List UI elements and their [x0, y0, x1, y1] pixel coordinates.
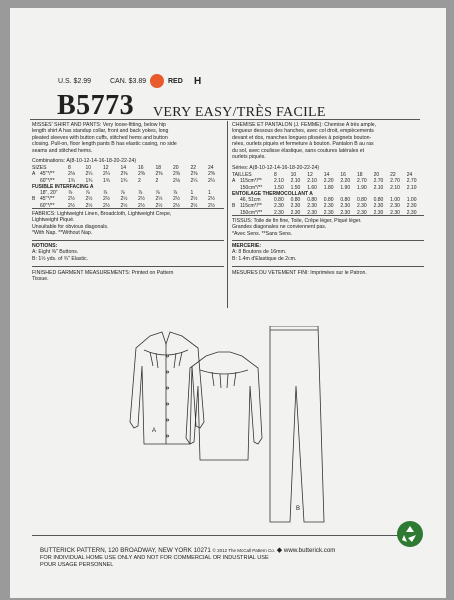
table-cell: 2.30	[390, 209, 400, 216]
interfacing-title: FUSIBLE INTERFACING A	[32, 183, 94, 190]
footer-line-2: FOR INDIVIDUAL HOME USE ONLY AND NOT FOR COMMERCIAL OR INDUSTRIAL USE	[40, 555, 269, 561]
fabric-width: 60"*/**	[40, 202, 55, 209]
fabrics-line: TISSUS: Toile de fin fine, Toile, Crêpe léger, Piqué léger.	[232, 218, 362, 224]
table-cell: 2¼	[208, 177, 215, 184]
table-cell: 2⅜	[173, 171, 180, 178]
interfacing-title: ENTOILAGE THERMOCOLLANT A	[232, 190, 313, 197]
table-cell: 2	[138, 177, 141, 184]
table-cell: 2½	[190, 202, 198, 209]
table-cell: 2½	[85, 196, 93, 203]
size-cell: 10	[85, 165, 92, 171]
table-cell: 2.30	[307, 203, 317, 210]
table-cell: 2½	[138, 196, 145, 203]
table-cell: 2	[155, 177, 159, 184]
table-cell: 2⅛	[68, 171, 75, 178]
table-cell: ⅞	[155, 190, 160, 197]
notions-line: B: 1½ yds. of ¾" Elastic.	[32, 255, 89, 262]
size-cell: 12	[307, 172, 313, 178]
difficulty: VERY EASY/TRÈS FACILE	[153, 105, 326, 120]
table-cell: 1.00	[390, 197, 400, 204]
header-rule	[30, 119, 420, 120]
table-cell: 2.30	[340, 209, 351, 216]
table-cell: 2.30	[406, 203, 417, 210]
illustration-label-b: B	[296, 506, 301, 512]
table-cell: 1.50	[274, 184, 284, 191]
fabric-width: 46, 51cm	[240, 197, 261, 204]
table-cell: 2.30	[323, 203, 334, 210]
diamond-icon: ◆	[276, 547, 283, 554]
shirt-back-drawing	[186, 352, 262, 460]
finished-line: Tissue.	[32, 276, 49, 283]
fabric-width: 150cm*/**	[240, 209, 263, 216]
size-cell: 22	[190, 165, 197, 171]
table-cell: 0.80	[274, 197, 284, 204]
table-cell: 1.50	[290, 184, 301, 191]
table-cell: 1¾	[120, 177, 128, 184]
size-cell: 18	[155, 165, 162, 171]
fabrics-fr	[232, 218, 427, 237]
size-cell: 8	[68, 165, 71, 171]
description-line: seams and stitched hems.	[32, 147, 93, 154]
table-cell: 2½	[120, 202, 128, 209]
sizes-label: TAILLES	[232, 172, 252, 178]
fabrics-line: FABRICS: Lightweight Linen, Broadcloth, Lightweight Crepe,	[32, 211, 172, 217]
description-line: CHEMISE ET PANTALON (J. FEMME): Chemise A très ample,	[232, 122, 377, 128]
sizes-label: SIZES	[32, 165, 47, 171]
price-us: U.S. $2.99	[58, 78, 92, 85]
table-cell: 2⅜	[120, 171, 128, 178]
pattern-envelope-back	[10, 8, 446, 598]
notions-line: A: 8 Boutons de 16mm.	[232, 249, 287, 256]
rule	[32, 266, 224, 267]
table-cell: 2½	[155, 202, 163, 209]
table-cell: 2.10	[390, 184, 400, 191]
table-cell: 0.80	[340, 197, 351, 204]
illustration-label-a: A	[152, 428, 157, 434]
description-line: longueur dessous des hanches, avec col droit, empiècements	[232, 128, 374, 135]
table-cell: 2¼	[190, 177, 198, 184]
description-line: ourlets piqués.	[232, 154, 266, 161]
fabrics-line: *With Nap. **Without Nap.	[32, 230, 93, 237]
footer-copyright: © 2012 The McCall Pattern Co.	[212, 548, 276, 553]
table-cell: 2.30	[373, 203, 384, 210]
table-cell: 2.30	[323, 209, 334, 216]
table-cell: 2½	[68, 196, 75, 203]
fabric-width: 45"*/**	[40, 196, 55, 203]
table-cell: 2.10	[290, 178, 301, 185]
footer-line-3: POUR USAGE PERSONNEL	[40, 562, 114, 568]
yardage-table-fr	[232, 172, 423, 216]
table-cell: 2.30	[290, 203, 301, 210]
recycle-icon	[396, 520, 424, 548]
table-cell: 2½	[103, 196, 110, 203]
table-cell: 2.30	[373, 209, 384, 216]
table-cell: 2.30	[390, 203, 400, 210]
table-cell: 2.70	[356, 178, 367, 185]
combinations-en: Combinations: A(8-10-12-14-16-18-20-22-24)	[32, 158, 137, 164]
fabric-width: 150cm*/**	[240, 184, 263, 191]
pattern-number: B5773	[57, 90, 135, 121]
footer-address: BUTTERICK PATTERN, 120 BROADWAY, NEW YORK 10271	[40, 547, 211, 554]
table-cell: 1¾	[68, 177, 75, 184]
description-en	[32, 122, 224, 154]
finished-line: FINISHED GARMENT MEASUREMENTS: Printed on Pattern	[32, 270, 174, 276]
table-cell: 2⅜	[208, 171, 215, 178]
size-cell: 20	[173, 165, 179, 171]
size-cell: 22	[390, 172, 396, 178]
table-cell: 0.80	[373, 197, 384, 204]
table-cell: ⅞	[103, 190, 108, 197]
yardage-table-en	[32, 165, 226, 209]
table-cell: 1.90	[356, 184, 367, 191]
table-cell: 2⅛	[173, 177, 180, 184]
table-cell: 2.20	[323, 178, 334, 185]
table-cell: 2.30	[356, 203, 367, 210]
table-cell: 2¼	[85, 171, 93, 178]
price-can: CAN. $3.89	[110, 78, 147, 85]
table-cell: 2.10	[373, 184, 384, 191]
table-cell: 2.20	[340, 178, 351, 185]
table-cell: 2.30	[307, 209, 317, 216]
column-divider	[227, 121, 228, 308]
table-cell: 1	[208, 190, 211, 197]
notions-title: NOTIONS:	[32, 243, 58, 249]
size-cell: 18	[356, 172, 363, 178]
fabrics-en	[32, 211, 224, 237]
size-cell: 14	[323, 172, 330, 178]
table-cell: 2.10	[406, 184, 417, 191]
size-cell: 20	[373, 172, 380, 178]
fabrics-line: Lightweight Piqué.	[32, 217, 75, 224]
size-cell: 12	[103, 165, 109, 171]
table-cell: ⅞	[85, 190, 90, 197]
table-cell: 1	[190, 190, 194, 197]
table-cell: 2⅜	[190, 171, 198, 178]
table-cell: 2½	[85, 202, 93, 209]
table-cell: 2.70	[390, 178, 400, 185]
finished-measurements-fr	[232, 270, 367, 276]
table-cell: ⅞	[68, 190, 73, 197]
table-cell: 2.30	[274, 203, 284, 210]
notions-en	[32, 243, 88, 262]
table-cell: 2½	[190, 196, 198, 203]
size-cell: 8	[274, 172, 277, 178]
table-cell: 2½	[208, 202, 215, 209]
color-dot-icon	[150, 74, 164, 88]
table-cell: 2½	[173, 196, 180, 203]
size-cell: 14	[120, 165, 127, 171]
description-line: nées, ourlets piqués et fermeture à bouton. Pantalon B au ras	[232, 141, 374, 148]
table-cell: 2¼	[103, 171, 110, 178]
size-cell: 10	[290, 172, 297, 178]
footer-line-1	[40, 546, 335, 554]
table-cell: 2.70	[406, 178, 417, 185]
finished-measurements-en	[32, 270, 173, 283]
table-cell: 2½	[138, 202, 145, 209]
size-cell: 24	[406, 172, 413, 178]
table-cell: 2½	[155, 196, 163, 203]
table-cell: 2½	[103, 202, 110, 209]
size-cell: 16	[340, 172, 346, 178]
footer-website: www.butterick.com	[283, 547, 336, 554]
table-cell: ⅞	[120, 190, 125, 197]
row-label: B	[32, 196, 36, 203]
footer-rule	[32, 535, 422, 536]
description-line: closing. Pull-on, floor length pants B has elastic casing, no side	[32, 141, 177, 148]
rule	[232, 240, 424, 241]
table-cell: 2.10	[307, 178, 317, 185]
fabrics-line: Unsuitable for obvious diagonals.	[32, 223, 109, 230]
table-cell: 2.70	[373, 178, 384, 185]
table-cell: ⅞	[138, 190, 143, 197]
table-cell: 0.80	[323, 197, 334, 204]
size-letter: H	[194, 76, 202, 87]
table-cell: 2.30	[274, 209, 284, 216]
table-cell: 1.60	[307, 184, 317, 191]
table-cell: 2⅜	[155, 171, 163, 178]
notions-line: A: Eight ⅜" Buttons.	[32, 249, 79, 256]
row-label: A	[32, 171, 36, 178]
fabric-width: 60"*/**	[40, 177, 55, 184]
description-fr	[232, 122, 427, 160]
table-cell: 2.30	[356, 209, 367, 216]
pants-drawing	[270, 326, 324, 522]
table-cell: 2½	[173, 202, 180, 209]
description-line: du sol, avec coulisse élastique, sans coutures latérales et	[232, 147, 365, 154]
table-cell: 0.80	[356, 197, 367, 204]
table-cell: 1¾	[85, 177, 93, 184]
fabrics-line: *Avec Sens. **Sans Sens.	[232, 230, 293, 237]
fabrics-line: Grandes diagonales ne conviennent pas.	[232, 224, 327, 231]
table-cell: 2½	[208, 196, 215, 203]
table-cell: 2.30	[290, 209, 301, 216]
color-label: RED	[168, 78, 183, 85]
rule	[232, 266, 424, 267]
fabric-width: 18", 20"	[40, 190, 58, 197]
finished-line: MESURES DU VETEMENT FINI: Imprimées sur le Patron.	[232, 270, 367, 276]
table-cell: 1.80	[323, 184, 334, 191]
notions-fr	[232, 243, 296, 262]
fabric-width: 115cm*/**	[240, 203, 262, 210]
description-line: pleated sleeves with button cuffs, stitched hems and button	[32, 134, 168, 141]
table-cell: 0.80	[307, 197, 317, 204]
rule	[32, 208, 224, 209]
size-cell: 24	[208, 165, 214, 171]
table-cell: 2⅜	[138, 171, 145, 178]
rule	[232, 215, 424, 216]
garment-illustration	[120, 326, 330, 526]
table-cell: 1.00	[406, 197, 417, 204]
series-fr: Séries: A(8-10-12-14-16-18-20-22-24)	[232, 165, 320, 171]
table-cell: ⅞	[173, 190, 178, 197]
description-line: length shirt A has standup collar, front and back yokes, long	[32, 128, 169, 135]
fabric-width: 45"*/**	[40, 171, 55, 178]
table-cell: 0.80	[290, 197, 301, 204]
rule	[32, 240, 224, 241]
row-label: B	[232, 203, 236, 210]
table-cell: 2½	[68, 202, 75, 209]
notions-line: B: 1.4m d'Elastique de 2cm.	[232, 255, 297, 262]
shirt-front-drawing	[130, 332, 204, 444]
row-label: A	[232, 178, 236, 185]
table-cell: 2.30	[406, 209, 417, 216]
table-cell: 1¾	[103, 177, 110, 184]
size-cell: 16	[138, 165, 144, 171]
description-line: devant et dos, manches longues plissées à poignets bouton-	[232, 134, 372, 141]
fabric-width: 115cm*/**	[240, 178, 262, 185]
table-cell: 2.30	[340, 203, 351, 210]
table-cell: 1.90	[340, 184, 351, 191]
notions-title: MERCERIE:	[232, 243, 262, 249]
table-cell: 2.10	[274, 178, 284, 185]
description-line: MISSES' SHIRT AND PANTS: Very loose-fitting, below hip	[32, 122, 166, 128]
table-cell: 2½	[120, 196, 128, 203]
